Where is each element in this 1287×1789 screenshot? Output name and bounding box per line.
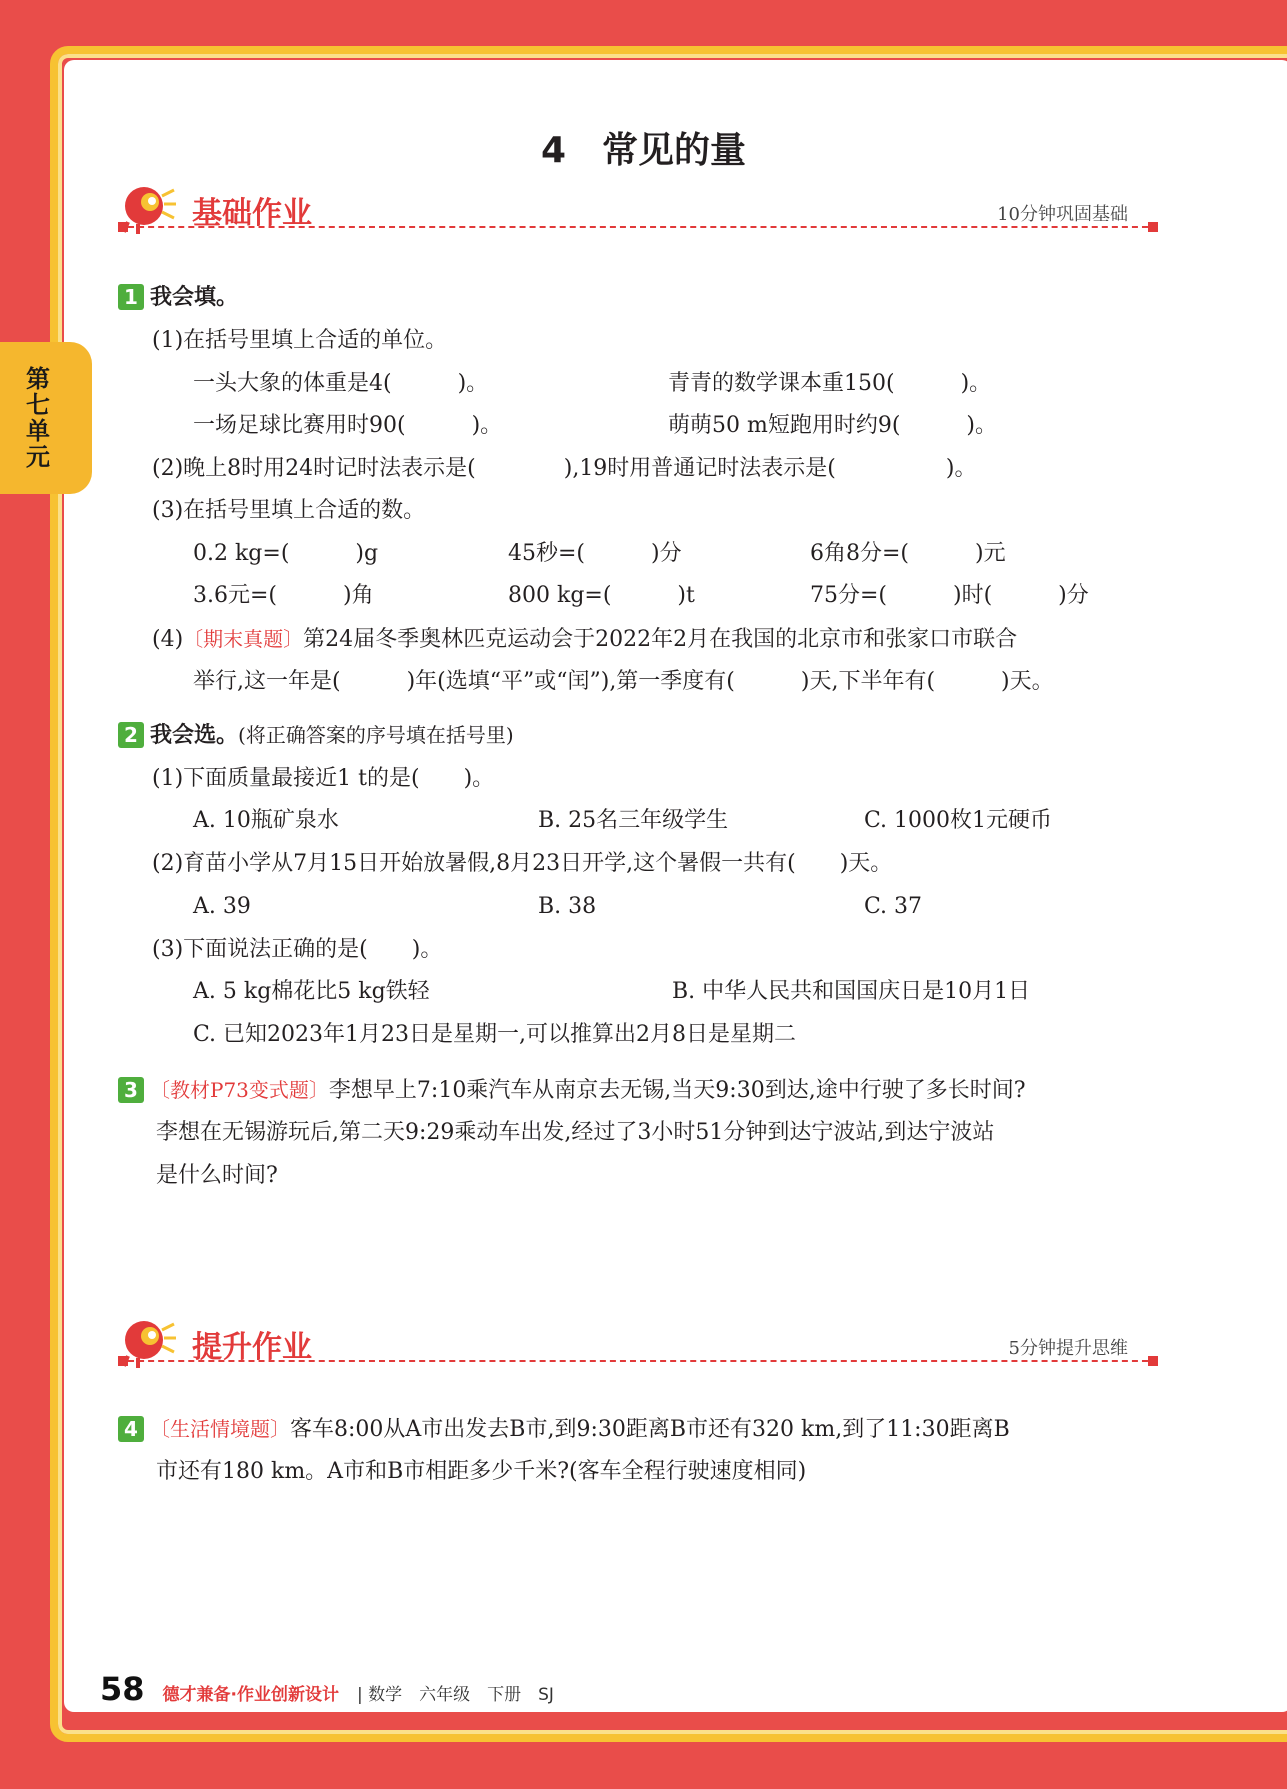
q2-part1-option-a: A. 10瓶矿泉水 <box>193 808 339 833</box>
q2-part1-option-b: B. 25名三年级学生 <box>538 808 729 833</box>
q2-part1: (1)下面质量最接近1 t的是( )。 <box>152 766 495 791</box>
page-footer <box>100 1670 554 1708</box>
q1-part3-a: 0.2 kg=( )g <box>193 541 379 566</box>
q1-part1-c: 一场足球比赛用时90( )。 <box>193 413 503 438</box>
section-time-tag: 5分钟提升思维 <box>1008 1338 1128 1359</box>
unit-label: 第七单元 <box>21 366 50 470</box>
footer-book-info: | 数学 六年级 下册 SJ <box>357 1685 554 1705</box>
q1-part4-text: 第24届冬季奥林匹克运动会于2022年2月在我国的北京市和张家口市联合 <box>303 627 1018 652</box>
q2-part3: (3)下面说法正确的是( )。 <box>152 937 443 962</box>
q1-part4-prefix: (4) <box>152 627 184 652</box>
q4-line2: 市还有180 km。A市和B市相距多少千米?(客车全程行驶速度相同) <box>156 1459 807 1484</box>
q4-tag: 〔生活情境题〕 <box>150 1417 290 1441</box>
q1-part4-line2: 举行,这一年是( )年(选填“平”或“闰”),第一季度有( )天,下半年有( )天。 <box>193 669 1054 694</box>
page-number: 58 <box>100 1670 145 1708</box>
section-header-advanced <box>118 1316 1158 1376</box>
q2-part3-option-b: B. 中华人民共和国国庆日是10月1日 <box>672 979 1031 1004</box>
q1-part3: (3)在括号里填上合适的数。 <box>152 498 426 523</box>
q1-number-badge: 1 <box>118 284 144 310</box>
section-time-tag: 10分钟巩固基础 <box>997 204 1128 225</box>
q1-part1: (1)在括号里填上合适的单位。 <box>152 328 448 353</box>
q4-number-badge: 4 <box>118 1416 144 1442</box>
q2-heading <box>118 722 514 749</box>
q1-part1-b: 青青的数学课本重150( )。 <box>668 371 992 396</box>
page-title: 4 常见的量 <box>540 130 747 171</box>
section-divider <box>118 226 1158 228</box>
footer-brand: 德才兼备·作业创新设计 <box>162 1685 339 1705</box>
q2-part3-option-c: C. 已知2023年1月23日是星期一,可以推算出2月8日是星期二 <box>193 1022 797 1047</box>
section-title: 基础作业 <box>192 196 312 231</box>
q3-line1 <box>118 1077 1026 1104</box>
q2-part3-option-a: A. 5 kg棉花比5 kg铁轻 <box>193 979 430 1004</box>
q1-part1-d: 萌萌50 m短跑用时约9( )。 <box>668 413 998 438</box>
q3-tag: 〔教材P73变式题〕 <box>150 1078 329 1102</box>
q2-number-badge: 2 <box>118 722 144 748</box>
q1-part3-c: 6角8分=( )元 <box>810 541 1006 566</box>
q1-part3-f: 75分=( )时( )分 <box>810 583 1089 608</box>
q1-part3-e: 800 kg=( )t <box>508 583 695 608</box>
q1-part4-line1 <box>152 626 1017 653</box>
q3-line3: 是什么时间? <box>156 1163 278 1188</box>
q2-part1-option-c: C. 1000枚1元硬币 <box>864 808 1053 833</box>
q2-part2-option-b: B. 38 <box>538 894 597 919</box>
unit-side-tab <box>0 342 92 494</box>
q1-heading <box>118 284 238 311</box>
q4-line1 <box>118 1416 1010 1443</box>
q1-part3-b: 45秒=( )分 <box>508 541 682 566</box>
q3-text-line1: 李想早上7:10乘汽车从南京去无锡,当天9:30到达,途中行驶了多长时间? <box>328 1078 1026 1103</box>
q2-heading-text: 我会选。 <box>150 723 239 748</box>
q4-text-line1: 客车8:00从A市出发去B市,到9:30距离B市还有320 km,到了11:30距离B <box>290 1417 1010 1442</box>
q2-part2-option-a: A. 39 <box>193 894 251 919</box>
section-title: 提升作业 <box>192 1330 312 1365</box>
q1-part4-tag: 〔期末真题〕 <box>183 627 304 651</box>
q2-part2-option-c: C. 37 <box>864 894 923 919</box>
section-header-basic <box>118 182 1158 242</box>
q1-part1-a: 一头大象的体重是4( )。 <box>193 371 489 396</box>
q2-part2: (2)育苗小学从7月15日开始放暑假,8月23日开学,这个暑假一共有( )天。 <box>152 851 893 876</box>
q1-part3-d: 3.6元=( )角 <box>193 583 374 608</box>
q3-number-badge: 3 <box>118 1077 144 1103</box>
q3-line2: 李想在无锡游玩后,第二天9:29乘动车出发,经过了3小时51分钟到达宁波站,到达宁波站 <box>156 1120 995 1145</box>
q2-heading-note: (将正确答案的序号填在括号里) <box>238 723 514 747</box>
q1-heading-text: 我会填。 <box>150 285 239 310</box>
q1-part2: (2)晚上8时用24时记时法表示是( ),19时用普通记时法表示是( )。 <box>152 456 977 481</box>
section-divider <box>118 1360 1158 1362</box>
